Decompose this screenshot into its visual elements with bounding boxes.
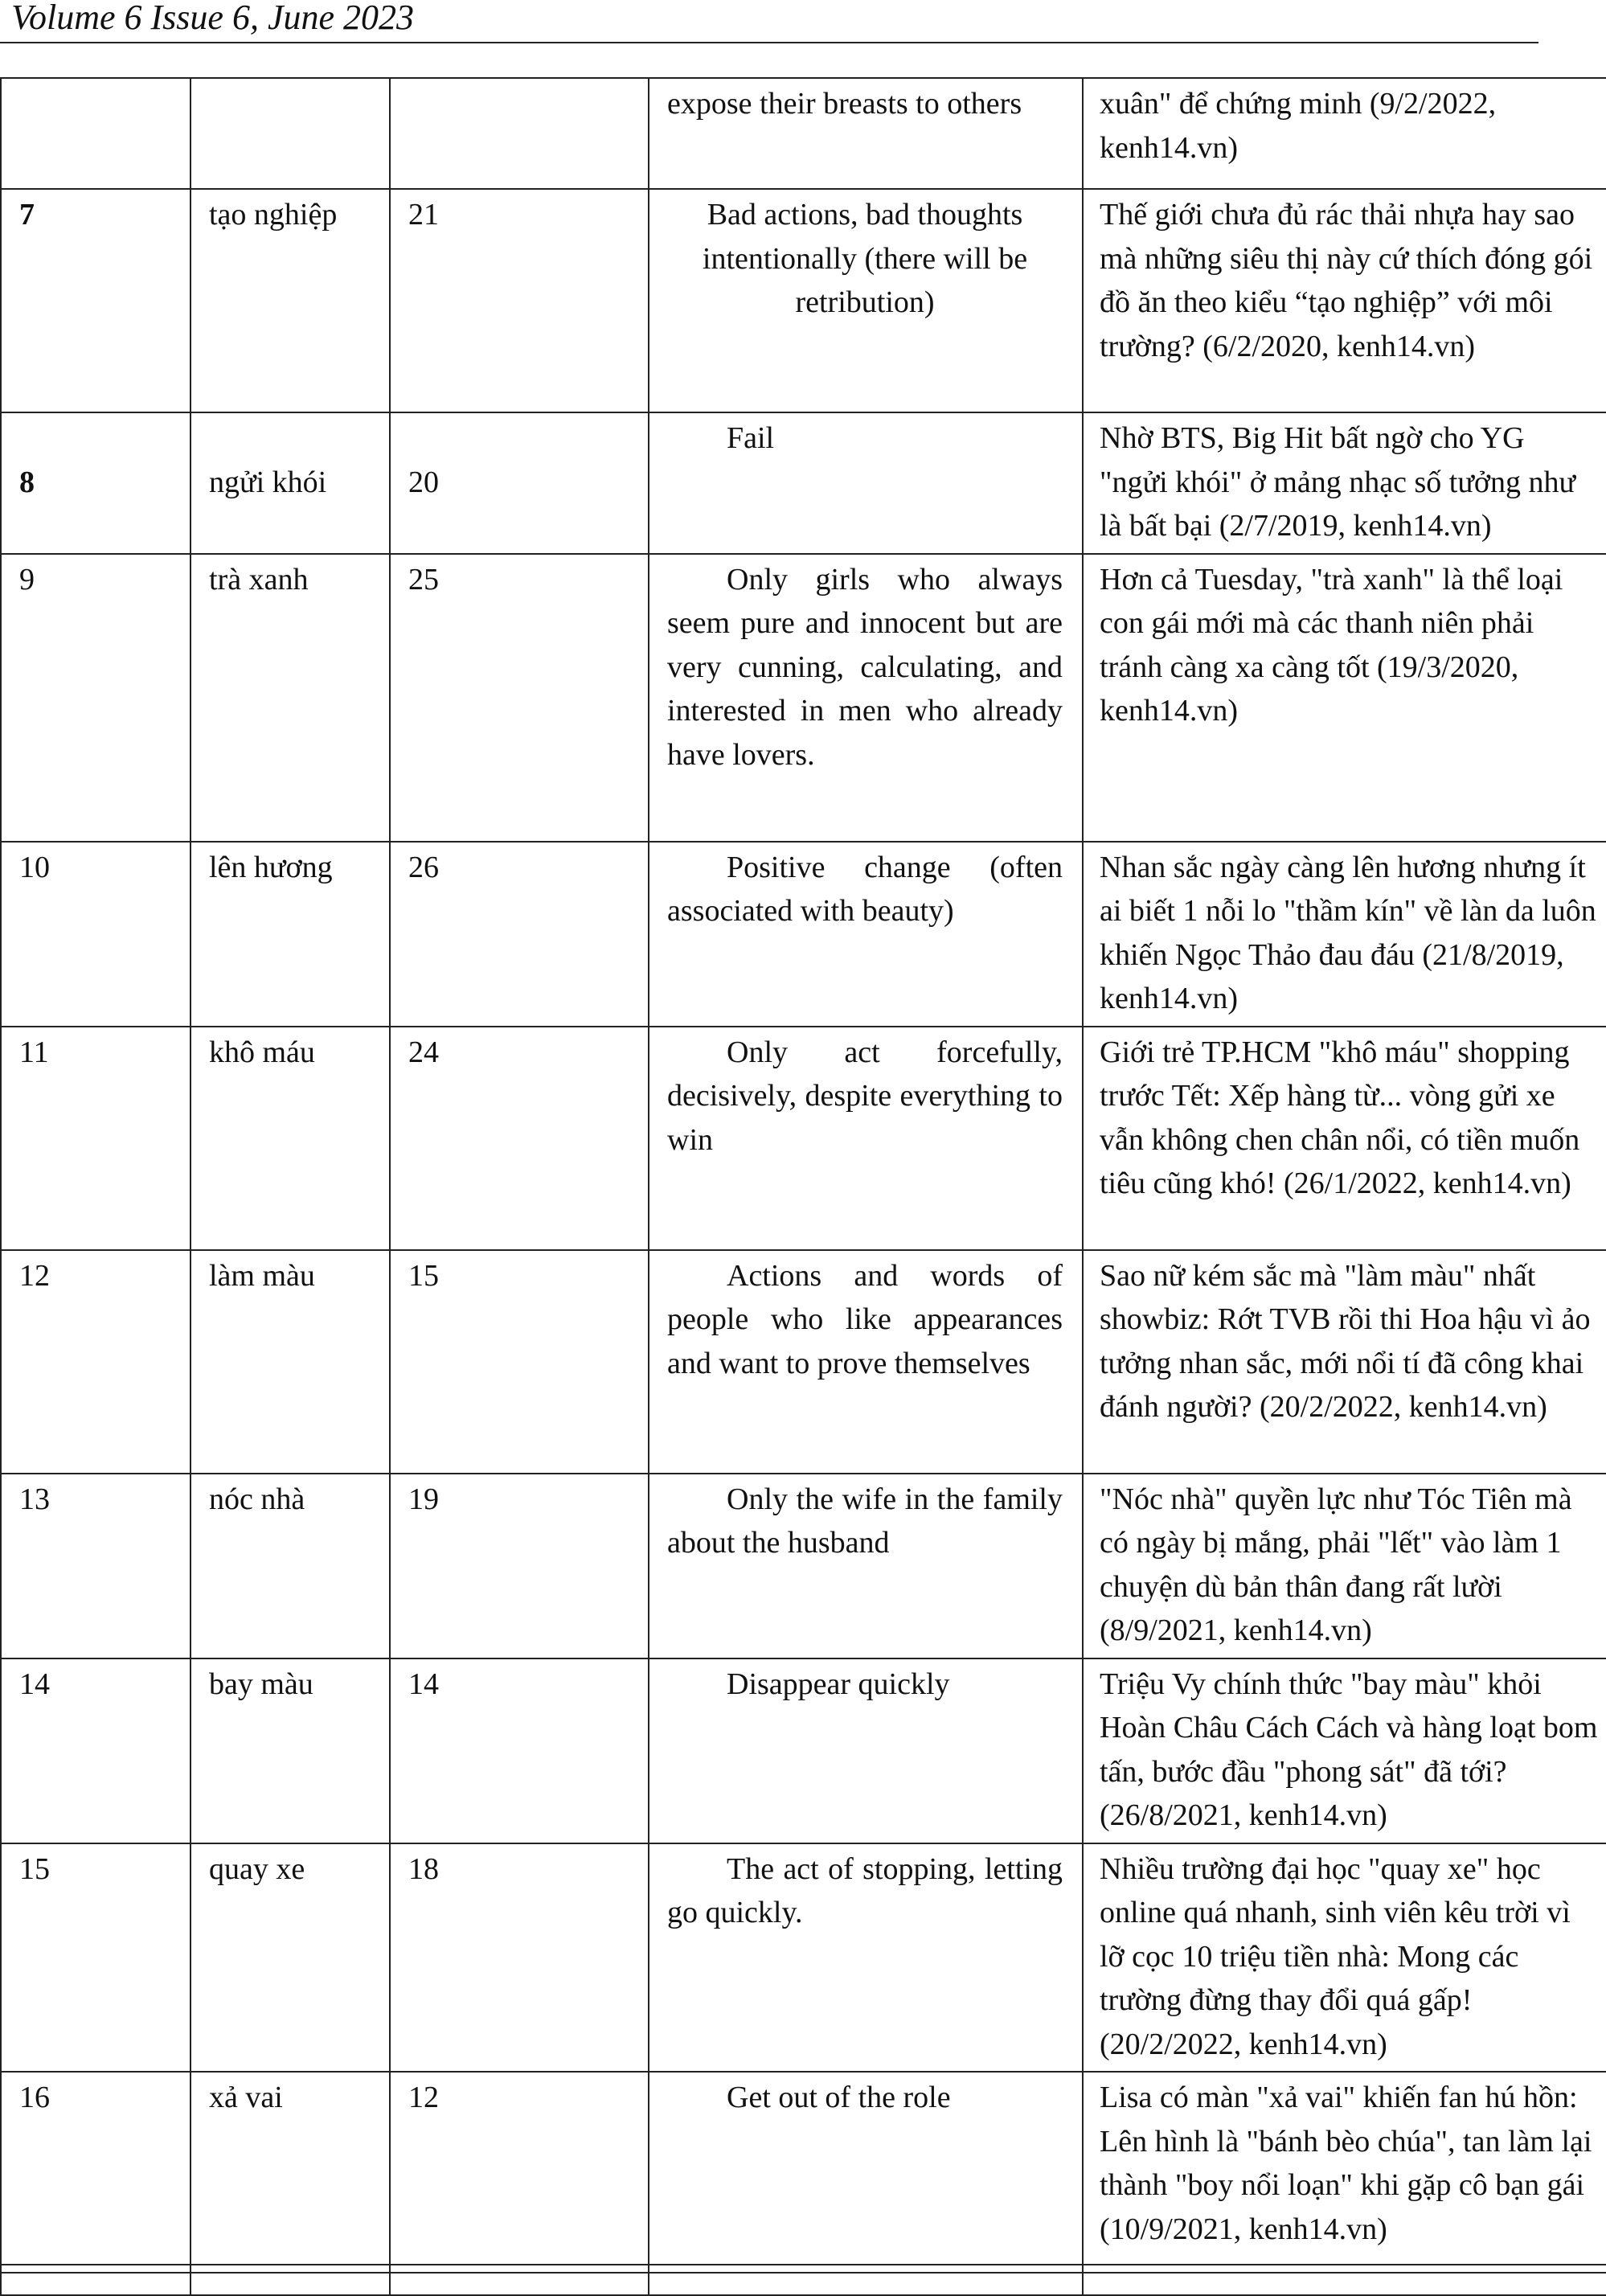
cell-frequency — [390, 78, 649, 189]
cell-word: quay xe — [191, 1843, 390, 2073]
cell-example: xuân" để chứng minh (9/2/2022, kenh14.vn) — [1083, 78, 1606, 189]
cell-no: 10 — [1, 842, 191, 1027]
cell-meaning — [649, 189, 1083, 412]
cell-frequency: 21 — [390, 189, 649, 412]
cell-example: Triệu Vy chính thức "bay màu" khỏi Hoàn Châu Cách Cách và hàng loạt bom tấn, bước đầu "phong sát" đã tới? (26/8/2021, kenh14.vn) — [1083, 1658, 1606, 1843]
table-row — [1, 1027, 1606, 1250]
cell-meaning — [649, 1250, 1083, 1474]
cell-word: tạo nghiệp — [191, 189, 390, 412]
cell-example: Nhiều trường đại học "quay xe" học online quá nhanh, sinh viên kêu trời vì lỡ cọc 10 triệu tiền nhà: Mong các trường đừng thay đổi quá gấp! (20/2/2022, kenh14.vn) — [1083, 1843, 1606, 2073]
meaning-text: Bad actions, bad thoughts intentionally (there will be retribution) — [702, 198, 1028, 319]
cell-word: ngửi khói — [191, 412, 390, 554]
cell-meaning — [649, 1027, 1083, 1250]
cell-no: 16 — [1, 2072, 191, 2295]
meaning-text: The act of stopping, letting go quickly. — [667, 1851, 1063, 1929]
cell-meaning — [649, 412, 1083, 554]
table-row — [1, 412, 1606, 554]
cell-meaning — [649, 1843, 1083, 2073]
cell-frequency: 26 — [390, 842, 649, 1027]
table-row — [1, 1250, 1606, 1474]
cell-word: bay màu — [191, 1658, 390, 1843]
cell-meaning — [649, 554, 1083, 842]
cell-frequency: 12 — [390, 2072, 649, 2295]
meaning-text: expose their breasts to others — [667, 87, 1022, 121]
cell-example: Lisa có màn "xả vai" khiến fan hú hồn: Lên hình là "bánh bèo chúa", tan làm lại thành "boy nổi loạn" khi gặp cô bạn gái (10/9/2021, kenh14.vn) — [1083, 2072, 1606, 2295]
cell-example: Nhờ BTS, Big Hit bất ngờ cho YG "ngửi khói" ở mảng nhạc số tưởng như là bất bại (2/7/2019, kenh14.vn) — [1083, 412, 1606, 554]
cell-no: 9 — [1, 554, 191, 842]
cell-frequency: 25 — [390, 554, 649, 842]
cell-frequency: 19 — [390, 1474, 649, 1658]
cell-no: 8 — [1, 412, 191, 554]
cell-no: 11 — [1, 1027, 191, 1250]
cell-no: 12 — [1, 1250, 191, 1474]
meaning-text: Disappear quickly — [727, 1667, 950, 1701]
table-row — [1, 2072, 1606, 2295]
footer-rule — [0, 2264, 1606, 2265]
cell-meaning — [649, 78, 1083, 189]
meaning-text: Only act forcefully, decisively, despite everything to win — [667, 1035, 1063, 1157]
cell-example: Thế giới chưa đủ rác thải nhựa hay sao mà những siêu thị này cứ thích đóng gói đồ ăn theo kiểu “tạo nghiệp” với môi trường? (6/2/2020, kenh14.vn) — [1083, 189, 1606, 412]
cell-example: Giới trẻ TP.HCM "khô máu" shopping trước Tết: Xếp hàng từ... vòng gửi xe vẫn không chen chân nổi, có tiền muốn tiêu cũng khó! (26/1/2022, kenh14.vn) — [1083, 1027, 1606, 1250]
cell-example: Sao nữ kém sắc mà "làm màu" nhất showbiz: Rớt TVB rồi thi Hoa hậu vì ảo tưởng nhan sắc, mới nổi tí đã công khai đánh người? (20/2/2022, kenh14.vn) — [1083, 1250, 1606, 1474]
cell-word: xả vai — [191, 2072, 390, 2295]
cell-meaning — [649, 842, 1083, 1027]
table-row — [1, 1474, 1606, 1658]
cell-frequency: 18 — [390, 1843, 649, 2073]
meaning-text: Fail — [727, 421, 775, 455]
table-row — [1, 842, 1606, 1027]
footer-rule — [0, 2272, 1606, 2273]
cell-example: Hơn cả Tuesday, "trà xanh" là thể loại con gái mới mà các thanh niên phải tránh càng xa càng tốt (19/3/2020, kenh14.vn) — [1083, 554, 1606, 842]
table-row — [1, 1658, 1606, 1843]
table-row — [1, 1843, 1606, 2073]
cell-frequency: 20 — [390, 412, 649, 554]
meaning-text: Get out of the role — [727, 2081, 951, 2114]
cell-word: khô máu — [191, 1027, 390, 1250]
table-row — [1, 554, 1606, 842]
cell-no — [1, 78, 191, 189]
cell-meaning — [649, 2072, 1083, 2295]
cell-word: làm màu — [191, 1250, 390, 1474]
cell-word: nóc nhà — [191, 1474, 390, 1658]
cell-frequency: 24 — [390, 1027, 649, 1250]
meaning-text: Only the wife in the family about the husband — [667, 1482, 1063, 1560]
cell-no: 7 — [1, 189, 191, 412]
meaning-text: Only girls who always seem pure and innocent but are very cunning, calculating, and interested in men who already have lovers. — [667, 562, 1063, 772]
cell-example: Nhan sắc ngày càng lên hương nhưng ít ai biết 1 nỗi lo "thầm kín" về làn da luôn khiến Ngọc Thảo đau đáu (21/8/2019, kenh14.vn) — [1083, 842, 1606, 1027]
cell-frequency: 15 — [390, 1250, 649, 1474]
cell-meaning — [649, 1658, 1083, 1843]
vocabulary-table — [0, 77, 1606, 2296]
cell-word: trà xanh — [191, 554, 390, 842]
cell-meaning — [649, 1474, 1083, 1658]
meaning-text: Positive change (often associated with beauty) — [667, 850, 1063, 928]
cell-word: lên hương — [191, 842, 390, 1027]
table-row — [1, 78, 1606, 189]
cell-frequency: 14 — [390, 1658, 649, 1843]
cell-no: 13 — [1, 1474, 191, 1658]
cell-word — [191, 78, 390, 189]
table-row — [1, 189, 1606, 412]
journal-running-header: Volume 6 Issue 6, June 2023 — [11, 0, 415, 37]
meaning-text: Actions and words of people who like appearances and want to prove themselves — [667, 1258, 1063, 1380]
cell-example: "Nóc nhà" quyền lực như Tóc Tiên mà có ngày bị mắng, phải "lết" vào làm 1 chuyện dù bản thân đang rất lười (8/9/2021, kenh14.vn) — [1083, 1474, 1606, 1658]
cell-no: 14 — [1, 1658, 191, 1843]
cell-no: 15 — [1, 1843, 191, 2073]
header-rule — [0, 42, 1538, 43]
